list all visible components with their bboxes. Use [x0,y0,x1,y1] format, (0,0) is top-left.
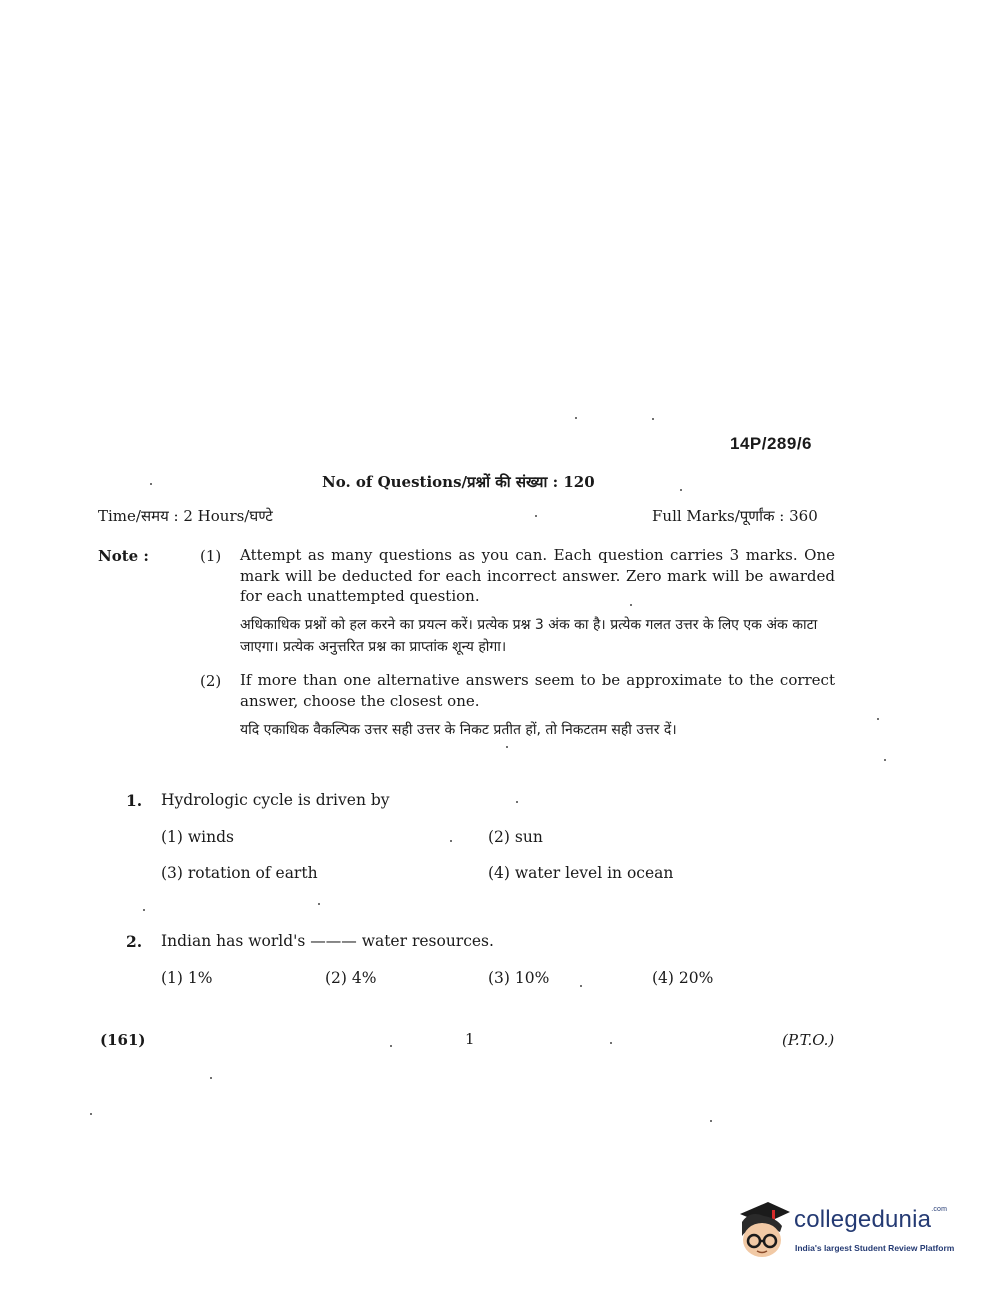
question-1-option-2: (2) sun [488,828,543,846]
note-2-number: (2) [200,672,222,690]
question-1-number: 1. [126,791,143,810]
note-label: Note : [98,547,149,565]
please-turn-over: (P.T.O.) [782,1031,835,1049]
student-mascot-icon [732,1196,794,1262]
question-2-text: Indian has world's ——— water resources. [161,932,494,950]
note-1-english: Attempt as many questions as you can. Each question carries 3 marks. One mark will be deducted for each incorrect answer. Zero mark will be awarded for each unattempted question. [240,546,835,605]
exam-time: Time/समय : 2 Hours/घण्टे [98,507,273,525]
paper-code: 14P/289/6 [730,434,813,453]
note-2-english: If more than one alternative answers seem to be approximate to the correct answer, choose the closest one. [240,671,835,710]
question-2-option-3: (3) 10% [488,969,550,987]
brand-name: collegedunia$^{.com}$ [794,1206,948,1233]
question-1-option-4: (4) water level in ocean [488,864,674,882]
question-1-text: Hydrologic cycle is driven by [161,791,390,809]
full-marks: Full Marks/पूर्णांक : 360 [652,507,818,525]
note-2-hindi: यदि एकाधिक वैकल्पिक उत्तर सही उत्तर के निकट प्रतीत हों, तो निकटतम सही उत्तर दें। [240,722,677,738]
page-number: 1 [465,1030,475,1048]
question-2-number: 2. [126,932,143,951]
question-2-option-1: (1) 1% [161,969,213,987]
number-of-questions: No. of Questions/प्रश्नों की संख्या : 120 [322,473,595,491]
question-2-option-4: (4) 20% [652,969,714,987]
footer-booklet-number: (161) [100,1031,146,1049]
question-2-option-2: (2) 4% [325,969,377,987]
note-1-hindi: अधिकाधिक प्रश्नों को हल करने का प्रयत्न करें। प्रत्येक प्रश्न 3 अंक का है। प्रत्येक गलत उत्तर के लिए एक अंक काटा जाएगा। प्रत्येक अनुत्तरित प्रश्न का प्राप्तांक शून्य होगा। [240,617,818,655]
question-1-option-1: (1) winds [161,828,234,846]
note-1-number: (1) [200,547,222,565]
brand-tagline: India's largest Student Review Platform [795,1243,955,1253]
brand-domain: .com [931,1206,948,1213]
question-1-option-3: (3) rotation of earth [161,864,318,882]
